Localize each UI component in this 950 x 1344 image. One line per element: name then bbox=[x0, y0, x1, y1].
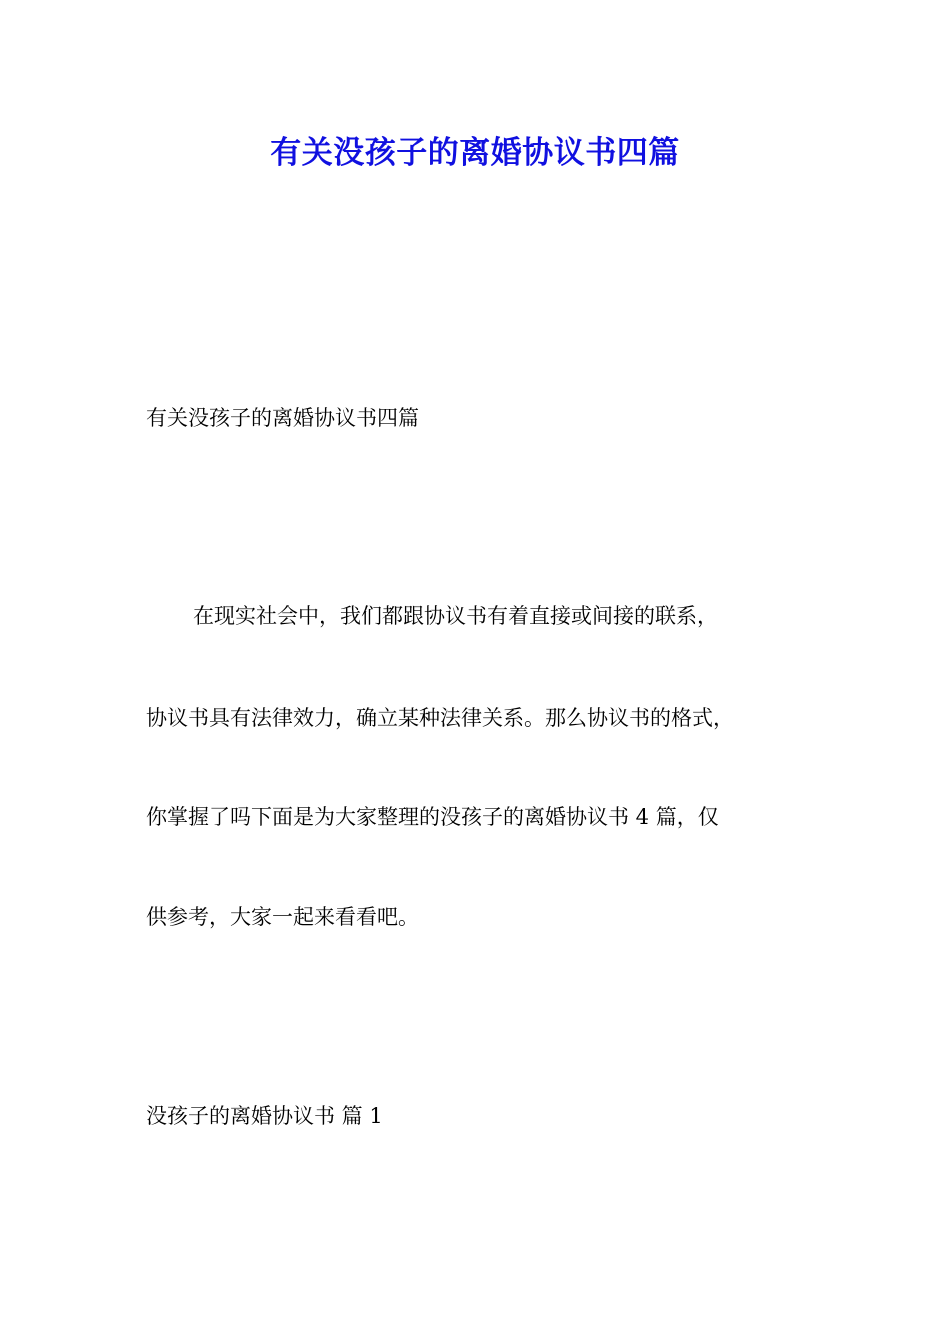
intro-paragraph-line-3: 你掌握了吗下面是为大家整理的没孩子的离婚协议书 4 篇，仅 bbox=[146, 805, 719, 829]
intro-paragraph-line-4: 供参考，大家一起来看看吧。 bbox=[146, 905, 419, 929]
document-title: 有关没孩子的离婚协议书四篇 bbox=[270, 135, 680, 171]
intro-paragraph-line-1: 在现实社会中，我们都跟协议书有着直接或间接的联系， bbox=[193, 604, 718, 628]
document-subtitle: 有关没孩子的离婚协议书四篇 bbox=[146, 406, 419, 430]
section-heading: 没孩子的离婚协议书 篇 1 bbox=[146, 1104, 383, 1128]
intro-paragraph-line-2: 协议书具有法律效力，确立某种法律关系。那么协议书的格式， bbox=[146, 706, 734, 730]
